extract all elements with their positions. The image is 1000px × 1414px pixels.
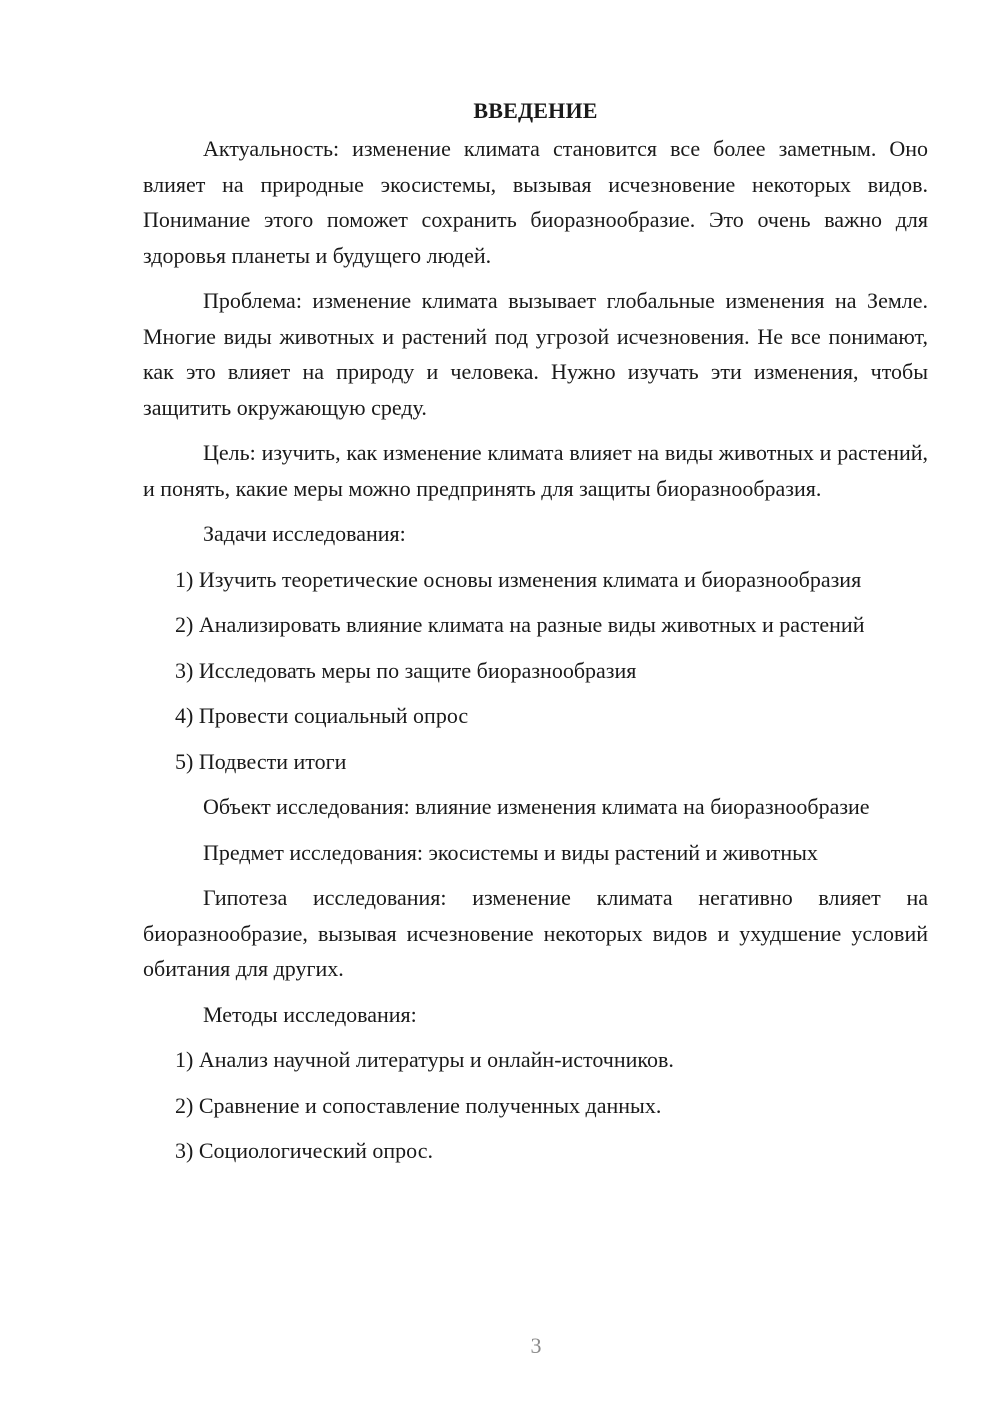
task-item: 4) Провести социальный опрос — [175, 703, 469, 728]
section-title: ВВЕДЕНИЕ — [473, 98, 598, 123]
task-item: 5) Подвести итоги — [175, 748, 347, 774]
object-paragraph: Объект исследования: влияние изменения климата на биоразнообразие — [203, 794, 870, 819]
task-item: 3) Исследовать меры по защите биоразнообразия — [175, 657, 637, 683]
document-page — [143, 95, 928, 1179]
task-item: 1) Изучить теоретические основы изменения климата и биоразнообразия — [175, 566, 862, 592]
problem-paragraph: Проблема: изменение климата вызывает глобальные изменения на Земле. Многие виды животных и растений под угрозой исчезновения. Не все понимают, как это влияет на природу и человека. Нужно изучать эти изменения, чтобы защитить окружающую среду. — [143, 288, 928, 420]
task-item: 2) Анализировать влияние климата на разные виды животных и растений — [175, 612, 865, 637]
tasks-heading: Задачи исследования: — [203, 521, 406, 546]
page-number: 3 — [530, 1333, 542, 1358]
goal-paragraph: Цель: изучить, как изменение климата влияет на виды животных и растений, и понять, какие меры можно предпринять для защиты биоразнообразия. — [143, 440, 928, 501]
subject-paragraph: Предмет исследования: экосистемы и виды растений и животных — [203, 839, 818, 865]
method-item: 3) Социологический опрос. — [175, 1138, 433, 1163]
methods-heading: Методы исследования: — [203, 1001, 417, 1027]
method-item: 1) Анализ научной литературы и онлайн-источников. — [175, 1047, 674, 1072]
method-item: 2) Сравнение и сопоставление полученных данных. — [175, 1092, 662, 1118]
relevance-paragraph: Актуальность: изменение климата становится все более заметным. Оно влияет на природные экосистемы, вызывая исчезновение некоторых видов. Понимание этого поможет сохранить биоразнообразие. Это очень важно для здоровья планеты и будущего людей. — [143, 136, 928, 268]
hypothesis-paragraph: Гипотеза исследования: изменение климата негативно влияет на биоразнообразие, вызывая исчезновение некоторых видов и ухудшение условий обитания для других. — [143, 885, 928, 981]
